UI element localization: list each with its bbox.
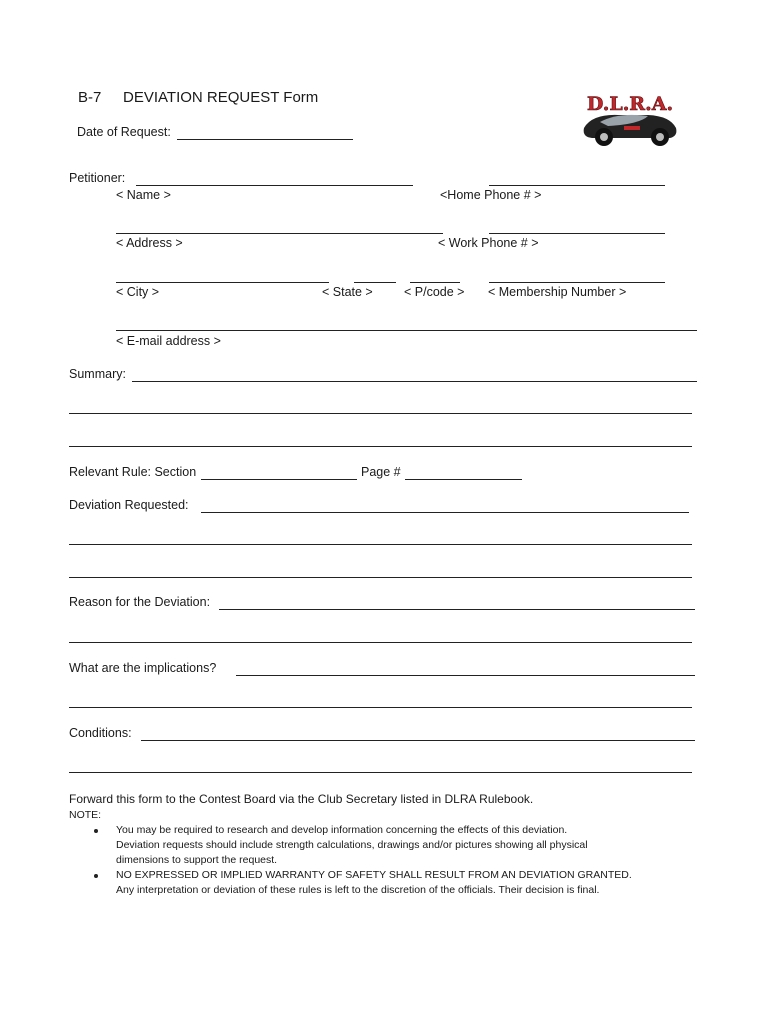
name-hint: < Name > <box>116 188 171 202</box>
membership-field[interactable] <box>489 282 665 283</box>
form-title: DEVIATION REQUEST Form <box>123 89 319 106</box>
name-field[interactable] <box>136 185 413 186</box>
email-field[interactable] <box>116 330 697 331</box>
work-phone-field[interactable] <box>489 233 665 234</box>
reason-label: Reason for the Deviation: <box>69 595 211 609</box>
reason-field-2[interactable] <box>69 642 692 643</box>
city-hint: < City > <box>116 285 160 299</box>
petitioner-label: Petitioner: <box>69 171 126 185</box>
state-hint: < State > <box>322 285 373 299</box>
pcode-hint: < P/code > <box>404 285 465 299</box>
home-phone-field[interactable] <box>489 185 665 186</box>
conditions-field-1[interactable] <box>141 740 695 741</box>
date-of-request-label: Date of Request: <box>77 125 171 139</box>
implications-field-2[interactable] <box>69 707 692 708</box>
implications-label: What are the implications? <box>69 661 217 675</box>
address-hint: < Address > <box>116 236 183 250</box>
deviation-field-1[interactable] <box>201 512 689 513</box>
note2-line1: NO EXPRESSED OR IMPLIED WARRANTY OF SAFETY SHALL RESULT FROM AN DEVIATION GRANTED. <box>116 869 632 881</box>
form-code: B-7 <box>78 89 102 106</box>
city-field[interactable] <box>116 282 329 283</box>
home-phone-hint: <Home Phone # > <box>440 188 542 202</box>
state-field[interactable] <box>354 282 396 283</box>
email-hint: < E-mail address > <box>116 334 221 348</box>
deviation-requested-label: Deviation Requested: <box>69 498 189 512</box>
note1-line1: You may be required to research and develop information concerning the effects of this deviation. <box>116 824 568 836</box>
relevant-rule-label: Relevant Rule: Section <box>69 465 197 479</box>
conditions-label: Conditions: <box>69 726 132 740</box>
note1-line3: dimensions to support the request. <box>116 854 278 866</box>
reason-field-1[interactable] <box>219 609 695 610</box>
note1-line2: Deviation requests should include strength calculations, drawings and/or pictures showing all physical <box>116 839 588 851</box>
pcode-field[interactable] <box>410 282 460 283</box>
summary-field-1[interactable] <box>132 381 697 382</box>
forward-instruction: Forward this form to the Contest Board via the Club Secretary listed in DLRA Rulebook. <box>69 792 534 806</box>
deviation-field-2[interactable] <box>69 544 692 545</box>
note-label: NOTE: <box>69 809 102 821</box>
summary-field-3[interactable] <box>69 446 692 447</box>
bullet-2 <box>94 874 98 878</box>
summary-field-2[interactable] <box>69 413 692 414</box>
deviation-field-3[interactable] <box>69 577 692 578</box>
date-of-request-field[interactable] <box>177 139 353 140</box>
bullet-1 <box>94 829 98 833</box>
dlra-logo <box>578 88 682 150</box>
conditions-field-2[interactable] <box>69 772 692 773</box>
note2-line2: Any interpretation or deviation of these rules is left to the discretion of the officials. Their decision is final. <box>116 884 600 896</box>
summary-label: Summary: <box>69 367 126 381</box>
logo-lettering: D.L.R.A. <box>586 93 674 115</box>
address-field[interactable] <box>116 233 443 234</box>
implications-field-1[interactable] <box>236 675 695 676</box>
page-field[interactable] <box>405 479 522 480</box>
section-field[interactable] <box>201 479 357 480</box>
membership-hint: < Membership Number > <box>488 285 627 299</box>
page-label: Page # <box>361 465 401 479</box>
work-phone-hint: < Work Phone # > <box>438 236 539 250</box>
